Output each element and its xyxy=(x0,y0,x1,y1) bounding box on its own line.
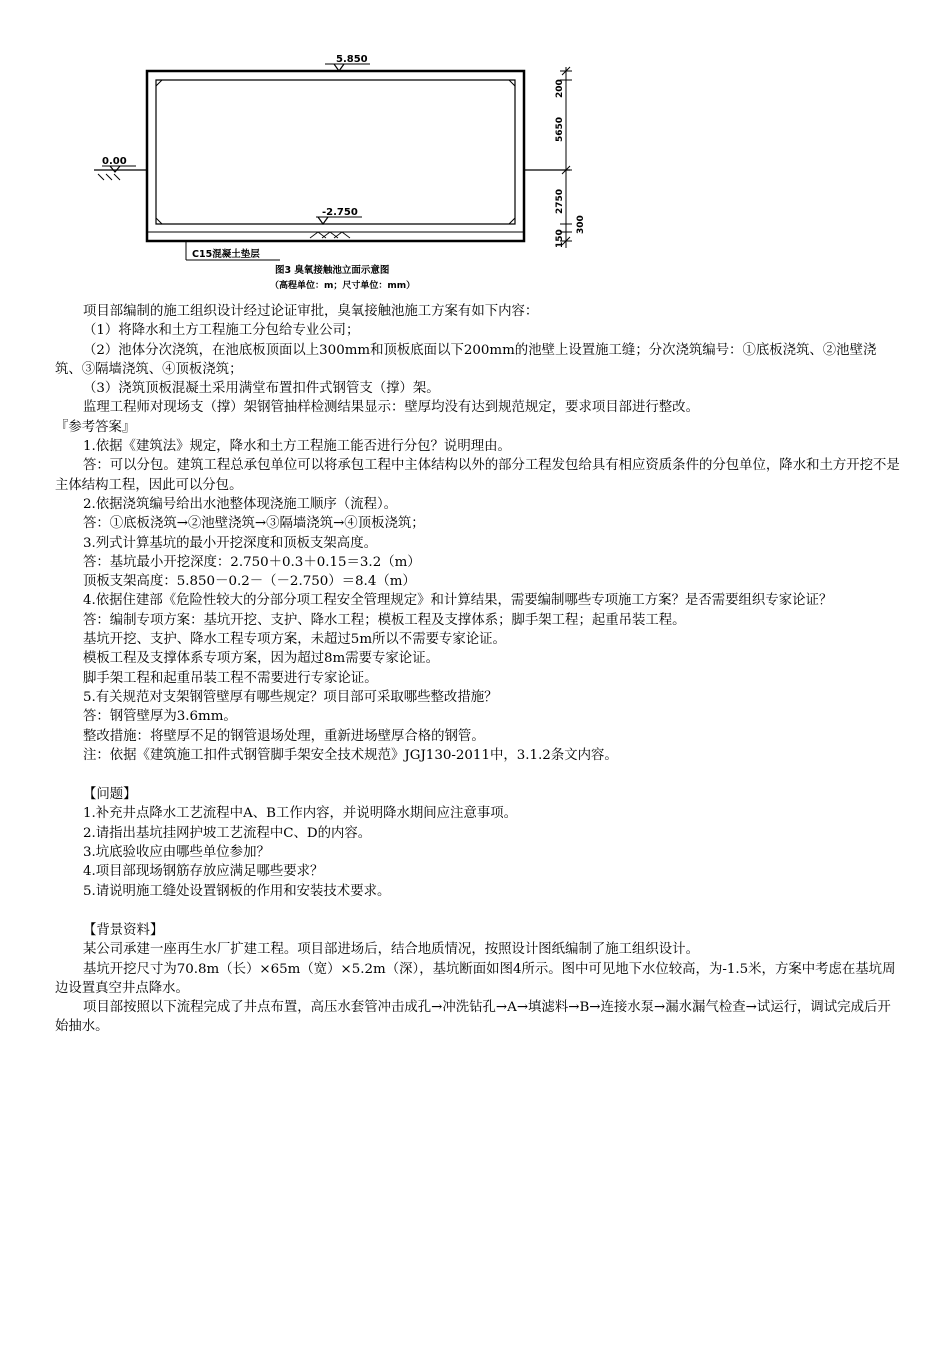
question: 5.有关规范对支架钢管壁厚有哪些规定？项目部可采取哪些整改措施？ xyxy=(83,689,498,705)
answer: 答：钢管壁厚为3.6mm。 xyxy=(83,709,237,725)
paragraph: 项目部编制的施工组织设计经过论证审批，臭氧接触池施工方案有如下内容： xyxy=(83,304,539,319)
paragraph: 项目部按照以下流程完成了井点布置，高压水套管冲击成孔→冲洗钻孔→A→填滤料→B→连接水泵→漏水漏气检查→试运行，调试完成后开始抽水。 xyxy=(55,1000,891,1035)
question: 1.补充井点降水工艺流程中A、B工作内容，并说明降水期间应注意事项。 xyxy=(83,806,518,822)
section-heading: 『参考答案』 xyxy=(55,419,136,435)
answer: 答：可以分包。建筑工程总承包单位可以将承包工程中主体结构以外的部分工程发包给具有相应资质条件的分包单位，降水和土方开挖不是主体结构工程，因此可以分包。 xyxy=(55,458,900,493)
dim-150: 150 xyxy=(555,229,565,248)
paragraph: （1）将降水和土方工程施工分包给专业公司； xyxy=(83,323,360,339)
paragraph: 监理工程师对现场支（撑）架钢管抽样检测结果显示：壁厚均没有达到规范规定，要求项目部进行整改。 xyxy=(83,400,699,416)
dim-300: 300 xyxy=(576,215,586,234)
document-body xyxy=(55,302,900,1037)
question: 2.依据浇筑编号给出水池整体现浇施工顺序（流程）。 xyxy=(83,496,398,512)
ground-elevation-label: 0.00 xyxy=(102,156,127,167)
paragraph: 基坑开挖尺寸为70.8m（长）×65m（宽）×5.2m（深），基坑断面如图4所示。图中可见地下水位较高，为-1.5米，方案中考虑在基坑周边设置真空井点降水。 xyxy=(55,961,896,996)
answer: 基坑开挖、支护、降水工程专项方案，未超过5m所以不需要专家论证。 xyxy=(83,632,506,648)
question: 3.坑底验收应由哪些单位参加？ xyxy=(83,845,270,861)
paragraph: 某公司承建一座再生水厂扩建工程。项目部进场后，结合地质情况，按照设计图纸编制了施工组织设计。 xyxy=(83,942,699,958)
answer: 模板工程及支撑体系专项方案，因为超过8m需要专家论证。 xyxy=(83,651,439,667)
answer: 答：基坑最小开挖深度：2.750＋0.3＋0.15＝3.2（m） xyxy=(83,554,421,570)
question: 3.列式计算基坑的最小开挖深度和顶板支架高度。 xyxy=(83,535,377,551)
figure-caption: 图3 臭氧接触池立面示意图 xyxy=(275,265,390,276)
bottom-elevation-label: -2.750 xyxy=(322,207,358,218)
question: 1.依据《建筑法》规定，降水和土方工程施工能否进行分包？说明理由。 xyxy=(83,439,511,455)
question: 2.请指出基坑挂网护坡工艺流程中C、D的内容。 xyxy=(83,825,372,841)
question: 5.请说明施工缝处设置钢板的作用和安装技术要求。 xyxy=(83,883,391,899)
pad-label: C15混凝土垫层 xyxy=(192,249,260,260)
paragraph: （2）池体分次浇筑，在池底板顶面以上300mm和顶板底面以下200mm的池壁上设置施工缝；分次浇筑编号：①底板浇筑、②池壁浇筑、③隔墙浇筑、④顶板浇筑； xyxy=(55,342,877,377)
dim-2750: 2750 xyxy=(555,188,565,214)
dim-5650: 5650 xyxy=(555,116,565,142)
answer: 整改措施：将壁厚不足的钢管退场处理，重新进场壁厚合格的钢管。 xyxy=(83,728,485,744)
section-heading: 【背景资料】 xyxy=(83,922,164,938)
figure-units: （高程单位：m；尺寸单位：mm） xyxy=(270,281,416,291)
note: 注：依据《建筑施工扣件式钢管脚手架安全技术规范》JGJ130-2011中，3.1.2条文内容。 xyxy=(83,747,618,763)
question: 4.依据住建部《危险性较大的分部分项工程安全管理规定》和计算结果，需要编制哪些专项施工方案？是否需要组织专家论证？ xyxy=(83,593,833,609)
question: 4.项目部现场钢筋存放应满足哪些要求？ xyxy=(83,864,324,880)
elevation-drawing xyxy=(90,50,610,295)
section-heading: 【问题】 xyxy=(83,787,137,803)
answer: 答：①底板浇筑→②池壁浇筑→③隔墙浇筑→④顶板浇筑； xyxy=(83,516,425,532)
answer: 顶板支架高度：5.850－0.2－（－2.750）＝8.4（m） xyxy=(83,574,416,590)
tank-inner-wall xyxy=(156,80,515,224)
dim-200: 200 xyxy=(555,79,565,98)
answer: 脚手架工程和起重吊装工程不需要进行专家论证。 xyxy=(83,670,378,686)
answer: 答：编制专项方案：基坑开挖、支护、降水工程；模板工程及支撑体系；脚手架工程；起重吊装工程。 xyxy=(83,612,686,628)
paragraph: （3）浇筑顶板混凝土采用满堂布置扣件式钢管支（撑）架。 xyxy=(83,381,440,397)
figure-ozone-tank-elevation xyxy=(90,50,610,295)
top-elevation-label: 5.850 xyxy=(336,54,368,65)
